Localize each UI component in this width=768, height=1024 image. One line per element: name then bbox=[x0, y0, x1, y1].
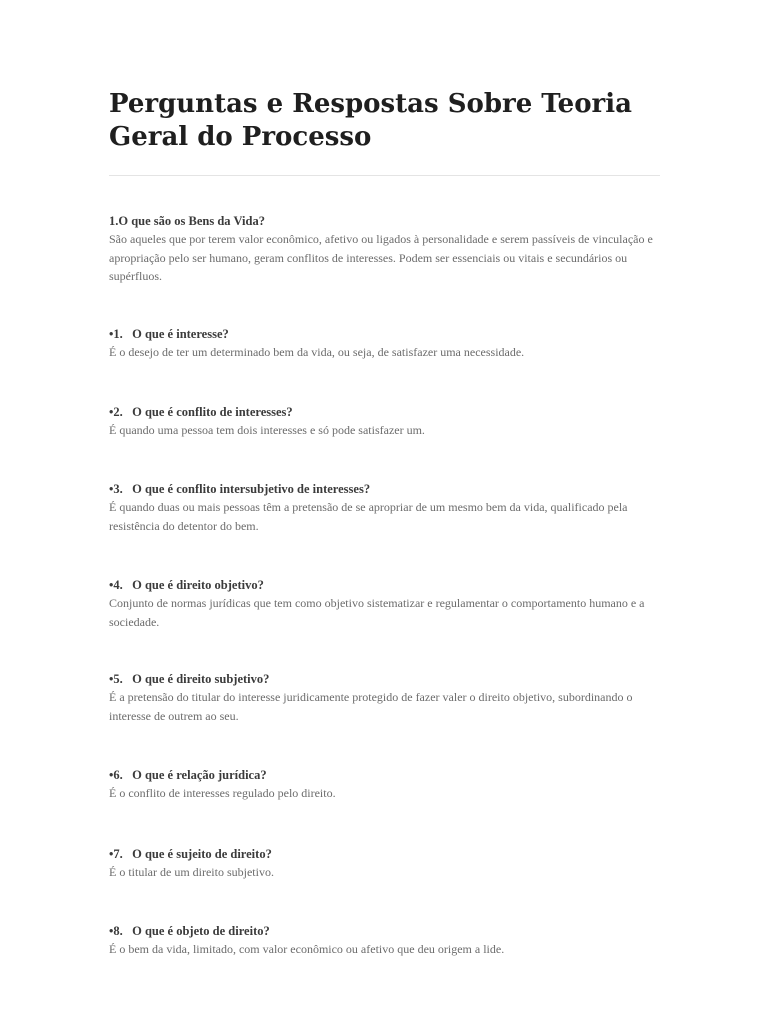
qa-item-relacao-juridica bbox=[109, 766, 664, 803]
answer-text: É a pretensão do titular do interesse juridicamente protegido de fazer valer o direito objetivo, subordinando o interesse de outrem ao seu. bbox=[109, 690, 633, 723]
answer-text: É quando duas ou mais pessoas têm a pretensão de se apropriar de um mesmo bem da vida, qualificado pela resistência do detentor do bem. bbox=[109, 500, 628, 533]
qa-item-interesse bbox=[109, 325, 664, 362]
question-text: 1.O que são os Bens da Vida? bbox=[109, 214, 265, 228]
qa-item-bens-da-vida bbox=[109, 212, 664, 286]
page-title: Perguntas e Respostas Sobre Teoria Geral do Processo bbox=[109, 89, 632, 152]
qa-item-sujeito-de-direito bbox=[109, 845, 664, 882]
qa-item-conflito-intersubjetivo bbox=[109, 480, 664, 535]
answer-text: É o desejo de ter um determinado bem da vida, ou seja, de satisfazer uma necessidade. bbox=[109, 345, 525, 359]
question-text: •1. O que é interesse? bbox=[109, 327, 229, 341]
answer-text: É o titular de um direito subjetivo. bbox=[109, 865, 274, 879]
title-divider bbox=[109, 175, 660, 176]
question-text: •4. O que é direito objetivo? bbox=[109, 578, 264, 592]
answer-text: É quando uma pessoa tem dois interesses e só pode satisfazer um. bbox=[109, 423, 425, 437]
qa-item-conflito-de-interesses bbox=[109, 403, 664, 440]
qa-item-objeto-de-direito bbox=[109, 922, 664, 959]
question-text: •2. O que é conflito de interesses? bbox=[109, 405, 293, 419]
question-text: •7. O que é sujeito de direito? bbox=[109, 847, 272, 861]
qa-item-direito-objetivo bbox=[109, 576, 664, 631]
answer-text: É o conflito de interesses regulado pelo direito. bbox=[109, 786, 336, 800]
answer-text: São aqueles que por terem valor econômico, afetivo ou ligados à personalidade e serem passíveis de vinculação e apropriação pelo ser humano, geram conflitos de interesses. Podem ser essenciais ou vitais e secundários ou supérfluos. bbox=[109, 232, 653, 283]
answer-text: É o bem da vida, limitado, com valor econômico ou afetivo que deu origem a lide. bbox=[109, 942, 505, 956]
answer-text: Conjunto de normas jurídicas que tem como objetivo sistematizar e regulamentar o comportamento humano e a sociedade. bbox=[109, 596, 645, 629]
qa-item-direito-subjetivo bbox=[109, 670, 664, 725]
question-text: •8. O que é objeto de direito? bbox=[109, 924, 270, 938]
question-text: •5. O que é direito subjetivo? bbox=[109, 672, 270, 686]
question-text: •3. O que é conflito intersubjetivo de interesses? bbox=[109, 482, 371, 496]
question-text: •6. O que é relação jurídica? bbox=[109, 768, 267, 782]
